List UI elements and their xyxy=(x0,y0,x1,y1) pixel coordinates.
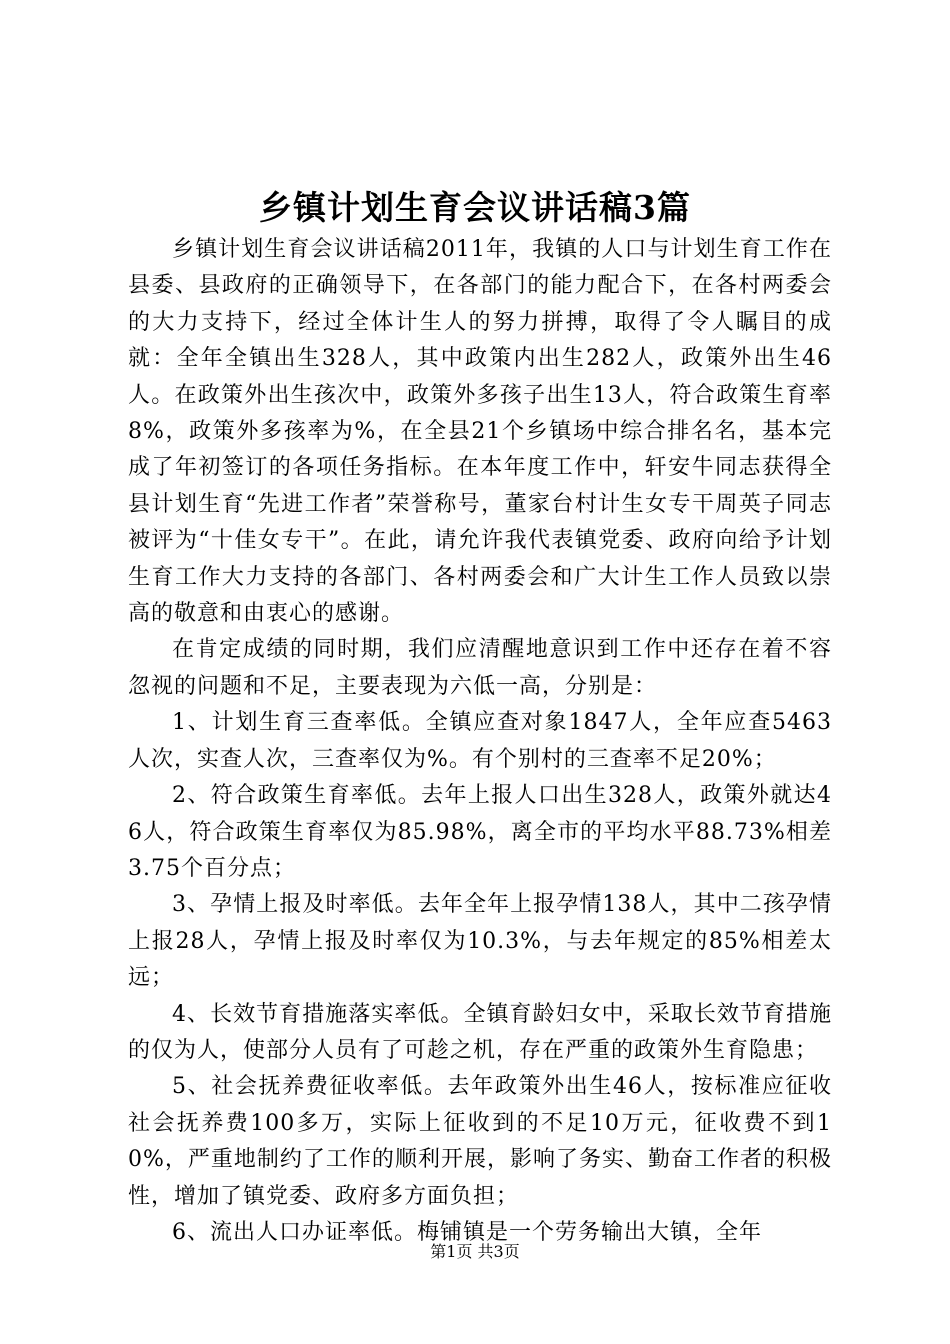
paragraph-item-3: 3、孕情上报及时率低。去年全年上报孕情138人，其中二孩孕情上报28人，孕情上报及时率仅为10.3%，与去年规定的85%相差太远； xyxy=(128,892,832,991)
document-title: 乡镇计划生育会议讲话稿3篇 xyxy=(259,188,691,227)
paragraph-item-4: 4、长效节育措施落实率低。全镇育龄妇女中，采取长效节育措施的仅为人，使部分人员有了可趁之机，存在严重的政策外生育隐患； xyxy=(128,1001,832,1063)
paragraph-item-6: 6、流出人口办证率低。梅铺镇是一个劳务输出大镇，全年 xyxy=(172,1219,762,1245)
paragraph-item-2: 2、符合政策生育率低。去年上报人口出生328人，政策外就达46人，符合政策生育率仅为85.98%，离全市的平均水平88.73%相差3.75个百分点； xyxy=(128,783,832,881)
document-body xyxy=(128,232,832,1251)
paragraph-item-5: 5、社会抚养费征收率低。去年政策外出生46人，按标准应征收社会抚养费100多万，实际上征收到的不足10万元，征收费不到10%，严重地制约了工作的顺利开展，影响了务实、勤奋工作者的积极性，增加了镇党委、政府多方面负担； xyxy=(128,1074,832,1209)
paragraph-problems-summary: 在肯定成绩的同时期，我们应清醒地意识到工作中还存在着不容忽视的问题和不足，主要表现为六低一高，分别是： xyxy=(128,637,832,699)
page-footer xyxy=(0,1240,950,1264)
paragraph-intro: 乡镇计划生育会议讲话稿2011年，我镇的人口与计划生育工作在县委、县政府的正确领导下，在各部门的能力配合下，在各村两委会的大力支持下，经过全体计生人的努力拼搏，取得了令人瞩目的成就：全年全镇出生328人，其中政策内出生282人，政策外出生46人。在政策外出生孩次中，政策外多孩子出生13人，符合政策生育率8%，政策外多孩率为%，在全县21个乡镇场中综合排名名，基本完成了年初签订的各项任务指标。在本年度工作中，轩安牛同志获得全县计划生育“先进工作者”荣誉称号，董家台村计生女专干周英子同志被评为“十佳女专干”。在此，请允许我代表镇党委、政府向给予计划生育工作大力支持的各部门、各村两委会和广大计生工作人员致以崇高的敬意和由衷心的感谢。 xyxy=(128,237,832,627)
page-number: 第1页 共3页 xyxy=(430,1242,520,1261)
paragraph-item-1: 1、计划生育三查率低。全镇应查对象1847人，全年应查5463人次，实查人次，三查率仅为%。有个别村的三查率不足20%； xyxy=(128,710,832,772)
